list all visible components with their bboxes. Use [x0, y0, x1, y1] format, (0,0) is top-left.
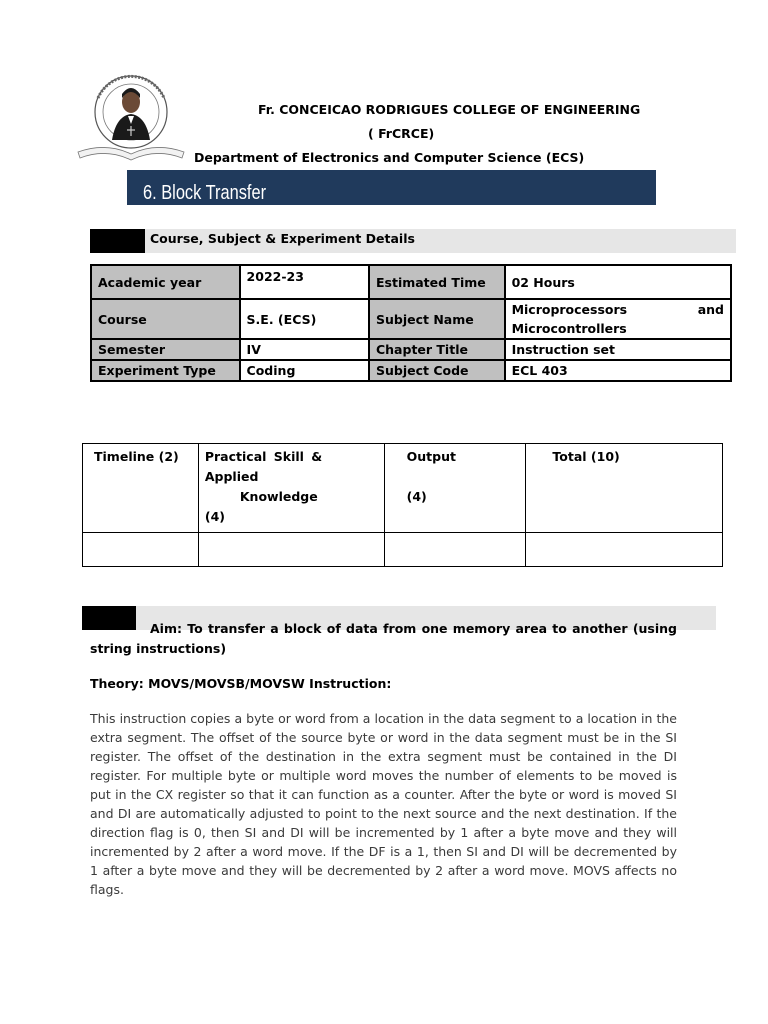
label-academic-year: Academic year	[91, 265, 240, 299]
section-marker	[90, 229, 145, 253]
value-subject-code: ECL 403	[505, 360, 731, 381]
subject-name-word: Microcontrollers	[511, 321, 627, 336]
output-label: Output	[406, 449, 456, 464]
marks-table	[82, 443, 723, 567]
practical-skill-marks: (4)	[204, 509, 225, 524]
college-abbreviation: ( FrCRCE)	[368, 126, 435, 141]
label-experiment-type: Experiment Type	[91, 360, 240, 381]
table-row	[83, 533, 723, 567]
college-name: Fr. CONCEICAO RODRIGUES COLLEGE OF ENGINEERING	[258, 102, 641, 117]
value-academic-year: 2022-23	[240, 265, 369, 299]
experiment-title-banner	[127, 170, 656, 205]
output-header	[384, 444, 526, 533]
output-score-cell	[384, 533, 526, 567]
total-score-cell	[526, 533, 723, 567]
theory-heading: Theory: MOVS/MOVSB/MOVSW Instruction:	[90, 676, 392, 691]
table-row	[91, 265, 731, 299]
theory-paragraph: This instruction copies a byte or word from a location in the data segment to a location in the extra segment. The offset of the source byte or word in the data segment must be in the SI register. The offset of the destination in the extra segment must be contained in the DI register. For multiple byte or multiple word moves the number of elements to be moved is put in the CX register so that it can function as a counter. After the byte or word is moved SI and DI are automatically adjusted to point to the next source and the next destination. If the direction flag is 0, then SI and DI will be incremented by 1 after a byte move and they will incremented by 2 after a word move. If the DF is a 1, then SI and DI will be decremented by 1 after a byte move and they will be decremented by 2 after a word move. MOVS affects no flags.	[90, 711, 677, 897]
details-section-title: Course, Subject & Experiment Details	[150, 231, 415, 246]
label-course: Course	[91, 299, 240, 339]
total-header: Total (10)	[526, 444, 723, 533]
table-row	[91, 339, 731, 360]
value-experiment-type: Coding	[240, 360, 369, 381]
label-subject-code: Subject Code	[369, 360, 505, 381]
label-estimated-time: Estimated Time	[369, 265, 505, 299]
timeline-header: Timeline (2)	[83, 444, 199, 533]
subject-name-word: and	[697, 302, 724, 317]
aim-text: Aim: To transfer a block of data from one memory area to another (using string instructions)	[90, 621, 677, 656]
practical-skill-line: Practical Skill & Applied	[204, 449, 323, 484]
table-row	[91, 299, 731, 339]
value-subject-name	[505, 299, 731, 339]
value-course: S.E. (ECS)	[240, 299, 369, 339]
experiment-title: 6. Block Transfer	[143, 182, 267, 204]
college-logo	[76, 68, 186, 164]
experiment-details-table	[90, 264, 732, 382]
label-chapter-title: Chapter Title	[369, 339, 505, 360]
output-marks: (4)	[406, 489, 427, 504]
value-estimated-time: 02 Hours	[505, 265, 731, 299]
practical-skill-line: Knowledge	[239, 489, 318, 504]
label-subject-name: Subject Name	[369, 299, 505, 339]
subject-name-word: Microprocessors	[511, 302, 628, 317]
value-chapter-title: Instruction set	[505, 339, 731, 360]
department-name: Department of Electronics and Computer Science (ECS)	[194, 150, 585, 165]
timeline-score-cell	[83, 533, 199, 567]
practical-score-cell	[198, 533, 384, 567]
value-semester: IV	[240, 339, 369, 360]
table-row	[83, 444, 723, 533]
practical-skill-header	[198, 444, 384, 533]
label-semester: Semester	[91, 339, 240, 360]
table-row	[91, 360, 731, 381]
